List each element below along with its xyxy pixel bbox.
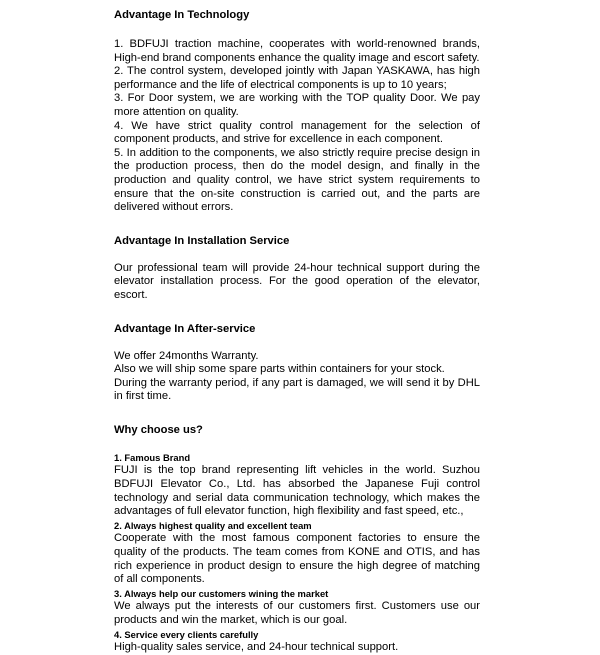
installation-text: Our professional team will provide 24-hour technical support during the elevator installation process. For the good operation of the elevator, escort. [114, 261, 480, 301]
reason-2-title: 2. Always highest quality and excellent team [114, 519, 312, 531]
reason-3-text: We always put the interests of our customers first. Customers use our products and win the market, which is our goal. [114, 600, 480, 626]
technology-item-4: 4. We have strict quality control management for the selection of component products, and strive for excellence in each component. [114, 119, 480, 146]
technology-item-5: 5. In addition to the components, we also strictly require precise design in the production process, then do the model design, and finally in the production and quality control, we have strict system requirements to ensure that the on-site construction is carried out, and the parts are delivered without errors. [114, 146, 480, 214]
why-choose-heading: Why choose us? [114, 423, 203, 436]
after-service-line-1: We offer 24months Warranty. [114, 349, 259, 362]
document-content [114, 8, 480, 655]
reason-1-title: 1. Famous Brand [114, 451, 191, 463]
after-service-heading: Advantage In After-service [114, 322, 256, 335]
technology-item-2: 2. The control system, developed jointly with Japan YASKAWA, has high performance and the life of electrical components is up to 10 years; [114, 65, 480, 91]
reason-3-title: 3. Always help our customers wining the market [114, 587, 329, 599]
installation-heading: Advantage In Installation Service [114, 234, 290, 247]
reason-4-title: 4. Service every clients carefully [114, 628, 259, 640]
technology-item-1: 1. BDFUJI traction machine, cooperates with world-renowned brands, High-end brand components enhance the quality image and escort safety. [114, 38, 480, 64]
after-service-line-3: During the warranty period, if any part is damaged, we will send it by DHL in first time. [114, 376, 480, 403]
reason-1-text: FUJI is the top brand representing lift vehicles in the world. Suzhou BDFUJI Elevator Co., Ltd. has absorbed the Japanese Fuji control technology and serial data communication technology, which makes the advantages of full elevator function, high flexibility and fast speed, etc., [114, 464, 480, 518]
reason-2-text: Cooperate with the most famous component factories to ensure the quality of the products. The team comes from KONE and OTIS, and has rich experience in product design to ensure the high degree of matching of all components. [114, 532, 480, 586]
technology-heading: Advantage In Technology [114, 9, 250, 21]
after-service-line-2: Also we will ship some spare parts within containers for your stock. [114, 363, 445, 376]
technology-item-3: 3. For Door system, we are working with the TOP quality Door. We pay more attention on quality. [114, 92, 480, 118]
reason-4-text: High-quality sales service, and 24-hour technical support. [114, 641, 399, 654]
